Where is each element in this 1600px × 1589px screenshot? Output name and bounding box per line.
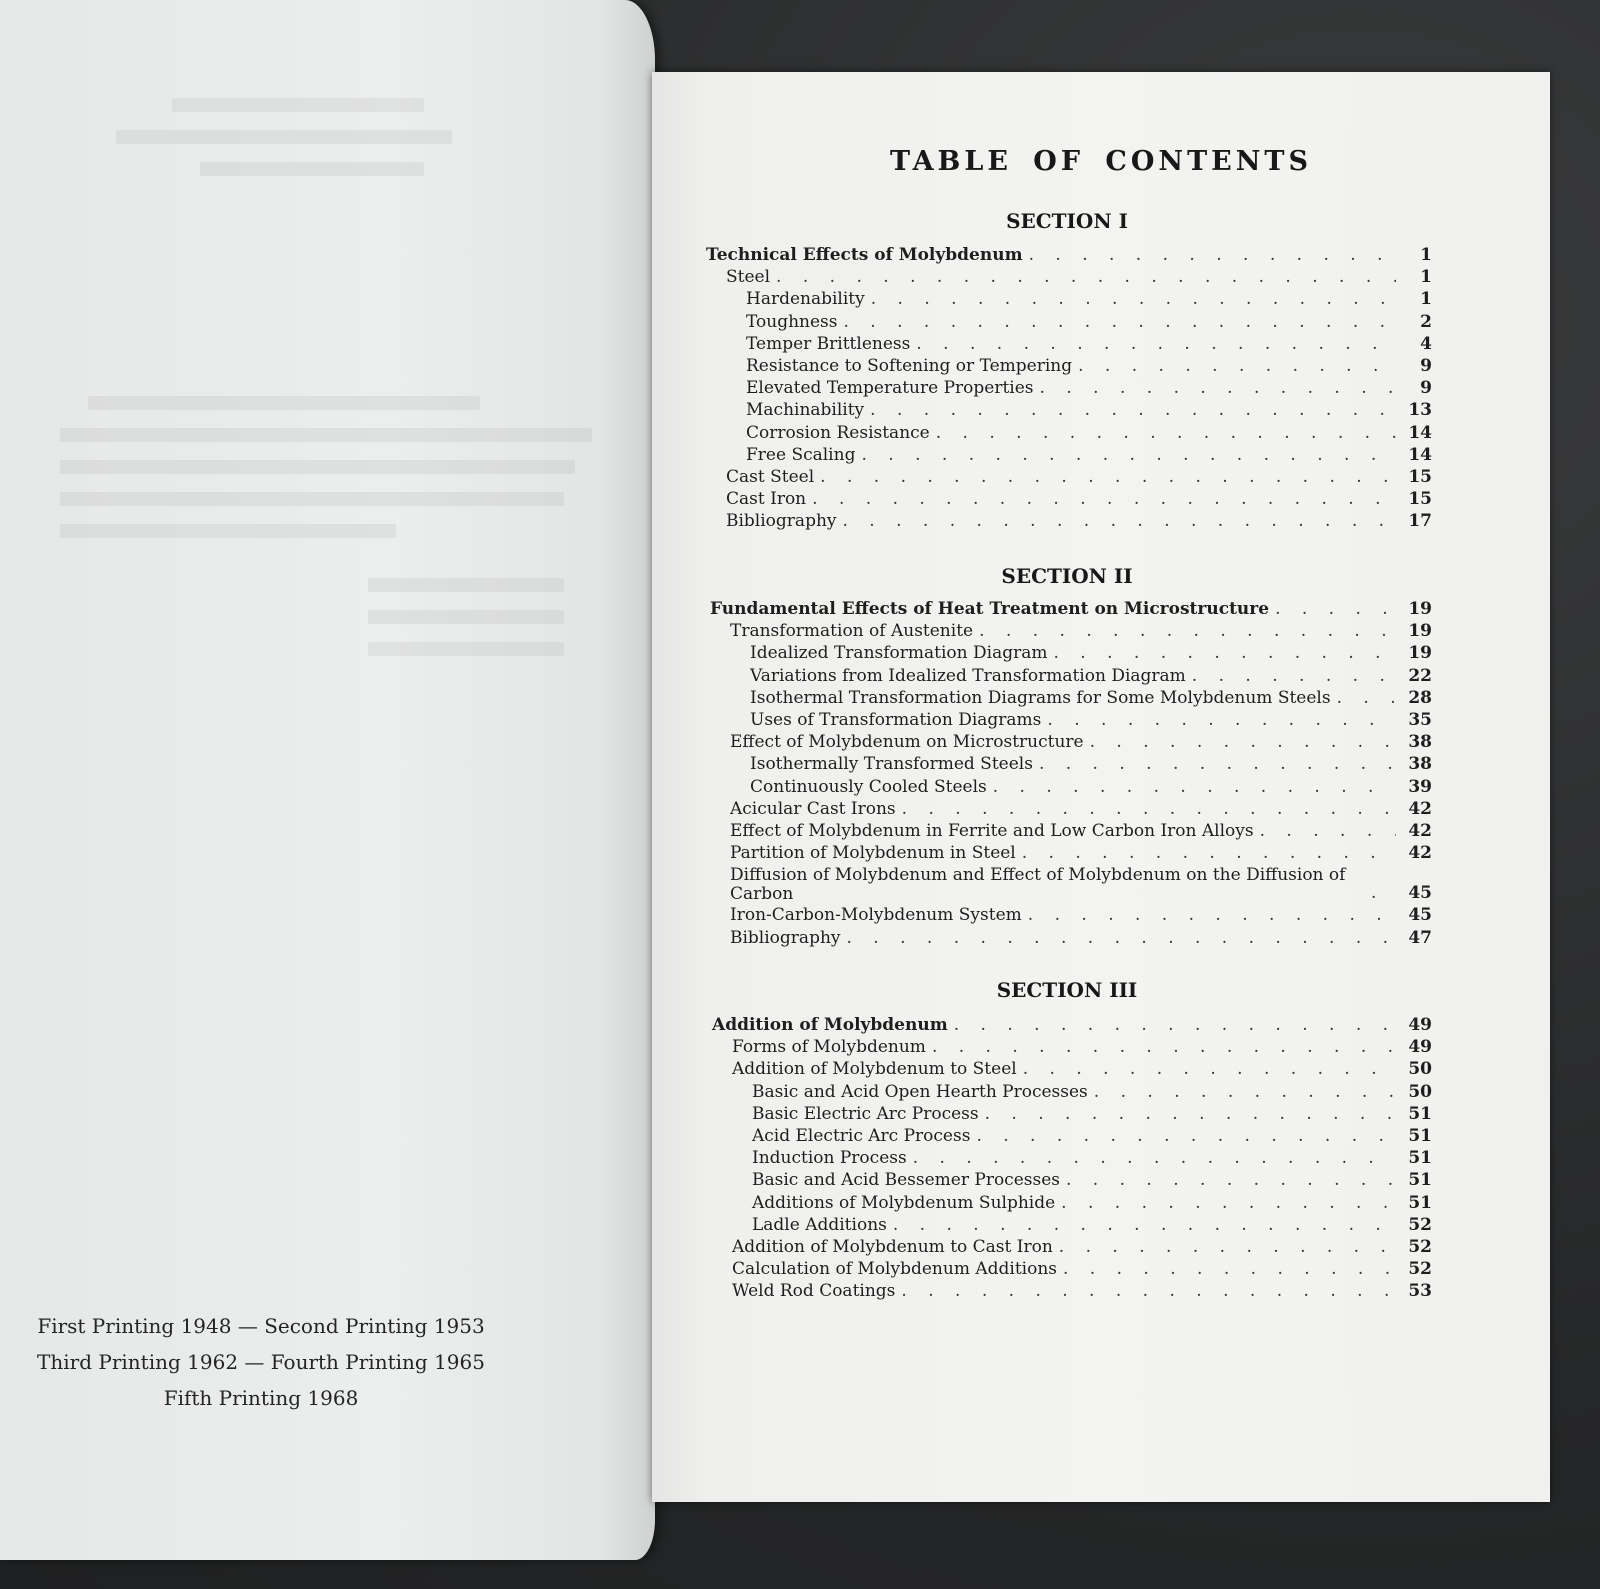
toc-entry (750, 687, 1432, 709)
dot-leader (843, 510, 1397, 532)
toc-entry-label: Addition of Molybdenum to Cast Iron (732, 1237, 1053, 1257)
right-page (652, 72, 1550, 1502)
dot-leader (871, 288, 1396, 310)
dot-leader (812, 488, 1396, 510)
toc-entry-label: Hardenability (746, 289, 865, 310)
toc-entry (752, 1214, 1432, 1236)
toc-entry-label: Uses of Transformation Diagrams (750, 710, 1042, 730)
dot-leader (861, 444, 1396, 466)
toc-entry-label: Toughness (746, 311, 838, 332)
toc-entry-label: Acid Electric Arc Process (752, 1126, 971, 1146)
dot-leader (1040, 377, 1396, 399)
toc-entry-page-number: 49 (1408, 1037, 1432, 1058)
toc-entry-page-number: 42 (1408, 821, 1432, 841)
toc-entry (752, 1192, 1432, 1214)
toc-entry (750, 776, 1432, 798)
toc-entry-label: Partition of Molybdenum in Steel (730, 843, 1016, 864)
toc-entry-label: Acicular Cast Irons (730, 798, 896, 819)
toc-entry-label: Variations from Idealized Transformation Diagram (750, 665, 1186, 686)
section-3-heading: SECTION III (996, 978, 1138, 1002)
section-2-heading: SECTION II (1001, 564, 1133, 588)
toc-entry-label: Resistance to Softening or Tempering (746, 356, 1073, 376)
toc-entry-page-number: 39 (1408, 776, 1432, 797)
toc-entry-label: Idealized Transformation Diagram (750, 643, 1048, 664)
toc-entry (730, 731, 1432, 753)
dot-leader (1022, 842, 1396, 864)
toc-entry-page-number: 38 (1408, 732, 1432, 753)
printing-history (26, 1308, 496, 1416)
toc-entry-label: Iron-Carbon-Molybdenum System (730, 905, 1022, 926)
toc-entry-label: Additions of Molybdenum Sulphide (752, 1192, 1056, 1213)
toc-entry-label: Effect of Molybdenum on Microstructure (730, 732, 1084, 753)
toc-entry-page-number: 42 (1408, 843, 1432, 864)
toc-entry (750, 665, 1432, 687)
toc-entry-page-number: 9 (1420, 378, 1432, 399)
toc-entry-page-number: 51 (1408, 1170, 1432, 1191)
toc-entry-label: Diffusion of Molybdenum and Effect of Molybdenum on the Diffusion of Carbon (730, 865, 1346, 905)
toc-entry-page-number: 22 (1408, 665, 1432, 686)
toc-entry-label: Bibliography (726, 511, 837, 532)
toc-entry-label: Transformation of Austenite (730, 621, 974, 642)
toc-entry (746, 333, 1432, 355)
toc-entry-page-number: 19 (1408, 599, 1432, 619)
toc-entry-page-number: 45 (1408, 883, 1432, 904)
toc-entry-page-number: 1 (1420, 245, 1432, 265)
dot-leader (936, 422, 1396, 444)
dot-leader (901, 1280, 1396, 1302)
toc-entry (752, 1081, 1432, 1103)
toc-entry-page-number: 4 (1420, 333, 1432, 354)
toc-entry (730, 904, 1432, 926)
toc-entry-label: Steel (726, 267, 771, 288)
toc-entry-label: Corrosion Resistance (746, 422, 930, 443)
show-through-text (60, 80, 620, 1040)
toc-entry (730, 842, 1432, 864)
toc-entry (730, 820, 1432, 842)
toc-entry-label: Effect of Molybdenum in Ferrite and Low Carbon Iron Alloys (730, 821, 1254, 841)
toc-entry-page-number: 28 (1408, 687, 1432, 708)
toc-entry-page-number: 35 (1408, 710, 1432, 730)
toc-entry-page-number: 19 (1408, 643, 1432, 664)
toc-entry-label: Calculation of Molybdenum Additions (732, 1259, 1057, 1280)
toc-entry (712, 1014, 1432, 1036)
dot-leader (776, 266, 1396, 288)
toc-entry (726, 266, 1432, 288)
toc-entry-page-number: 52 (1408, 1214, 1432, 1235)
toc-entry-page-number: 51 (1408, 1126, 1432, 1146)
dot-leader (820, 466, 1396, 488)
toc-entry-label: Technical Effects of Molybdenum (706, 245, 1023, 265)
toc-entry (752, 1103, 1432, 1125)
toc-entry (746, 444, 1432, 466)
toc-entry-label: Addition of Molybdenum to Steel (732, 1059, 1017, 1080)
toc-entry (726, 466, 1432, 488)
dot-leader (1337, 687, 1396, 709)
toc-entry-page-number: 9 (1420, 356, 1432, 376)
toc-entry (750, 709, 1432, 731)
toc-entry-page-number: 51 (1408, 1103, 1432, 1124)
toc-entry-label: Temper Brittleness (746, 333, 911, 354)
page-title: TABLE OF CONTENTS (889, 146, 1313, 177)
dot-leader (1053, 642, 1396, 664)
toc-entry-label: Addition of Molybdenum (712, 1015, 948, 1035)
dot-leader (1029, 244, 1396, 266)
toc-entry (732, 1236, 1432, 1258)
dot-leader (1047, 709, 1396, 731)
toc-entry (750, 642, 1432, 664)
toc-entry (752, 1125, 1432, 1147)
dot-leader (985, 1103, 1396, 1125)
toc-entry (730, 864, 1432, 904)
section-1-heading: SECTION I (1006, 209, 1128, 233)
toc-entry-label: Induction Process (752, 1148, 907, 1169)
toc-entry-label: Basic Electric Arc Process (752, 1103, 979, 1124)
toc-entry-label: Machinability (746, 400, 865, 421)
printing-line-1: First Printing 1948 — Second Printing 1953 (37, 1314, 485, 1338)
toc-entry (706, 244, 1432, 266)
toc-entry (746, 355, 1432, 377)
toc-entry-label: Cast Iron (726, 489, 807, 510)
dot-leader (1059, 1236, 1396, 1258)
toc-entry-label: Forms of Molybdenum (732, 1037, 926, 1058)
toc-entry-page-number: 51 (1408, 1192, 1432, 1213)
toc-entry (732, 1058, 1432, 1080)
toc-entry-page-number: 45 (1408, 905, 1432, 926)
toc-entry-page-number: 17 (1408, 511, 1432, 532)
toc-entry (746, 399, 1432, 421)
toc-entry-label: Bibliography (730, 927, 841, 948)
toc-entry (746, 377, 1432, 399)
dot-leader (1094, 1081, 1396, 1103)
toc-entry-label: Weld Rod Coatings (732, 1281, 896, 1302)
dot-leader (993, 776, 1396, 798)
toc-entry (732, 1258, 1432, 1280)
toc-entry (752, 1169, 1432, 1191)
dot-leader (1061, 1192, 1396, 1214)
toc-entry-label: Continuously Cooled Steels (750, 776, 987, 797)
toc-entry-label: Ladle Additions (752, 1214, 887, 1235)
toc-entry-page-number: 2 (1420, 311, 1432, 332)
toc-entry (732, 1280, 1432, 1302)
toc-entry (752, 1147, 1432, 1169)
toc-entry (730, 927, 1432, 949)
toc-entry-label: Isothermal Transformation Diagrams for Some Molybdenum Steels (750, 687, 1331, 708)
toc-entry-page-number: 47 (1408, 927, 1432, 948)
toc-entry (730, 620, 1432, 642)
toc-entry-page-number: 50 (1408, 1059, 1432, 1080)
dot-leader (847, 927, 1397, 949)
toc-entry-page-number: 49 (1408, 1015, 1432, 1035)
toc-entry-page-number: 14 (1408, 422, 1432, 443)
dot-leader (976, 1125, 1396, 1147)
toc-entry-label: Free Scaling (746, 444, 856, 465)
toc-entry-label: Basic and Acid Bessemer Processes (752, 1170, 1060, 1191)
dot-leader (916, 333, 1396, 355)
dot-leader (1028, 904, 1396, 926)
toc-entry-page-number: 1 (1420, 267, 1432, 288)
toc-entry-page-number: 38 (1408, 754, 1432, 775)
toc-entry-label: Elevated Temperature Properties (746, 378, 1034, 399)
toc-entry (726, 510, 1432, 532)
dot-leader (913, 1147, 1396, 1169)
dot-leader (1078, 355, 1396, 377)
left-page (0, 0, 655, 1560)
dot-leader (844, 311, 1397, 333)
dot-leader (979, 620, 1396, 642)
toc-entry-page-number: 13 (1408, 400, 1432, 421)
dot-leader (1066, 1169, 1396, 1191)
dot-leader (1260, 820, 1396, 842)
toc-entry-page-number: 15 (1408, 489, 1432, 510)
toc-entry-label: Fundamental Effects of Heat Treatment on Microstructure (710, 599, 1270, 619)
dot-leader (1275, 598, 1396, 620)
dot-leader (1063, 1258, 1396, 1280)
dot-leader (1192, 665, 1396, 687)
toc-entry-page-number: 50 (1408, 1081, 1432, 1102)
toc-entry (746, 288, 1432, 310)
dot-leader (902, 798, 1396, 820)
toc-entry (730, 798, 1432, 820)
toc-entry-page-number: 15 (1408, 467, 1432, 487)
dot-leader (1371, 882, 1396, 904)
toc-entry (732, 1036, 1432, 1058)
dot-leader (1023, 1058, 1396, 1080)
toc-entry (726, 488, 1432, 510)
dot-leader (1090, 731, 1396, 753)
toc-entry-page-number: 53 (1408, 1281, 1432, 1302)
toc-entry-page-number: 1 (1420, 289, 1432, 310)
toc-entry-page-number: 52 (1408, 1259, 1432, 1280)
toc-entry-page-number: 52 (1408, 1237, 1432, 1257)
toc-entry (746, 311, 1432, 333)
toc-entry-page-number: 42 (1408, 798, 1432, 819)
toc-entry-page-number: 51 (1408, 1148, 1432, 1169)
dot-leader (1039, 753, 1396, 775)
toc-entry-label: Isothermally Transformed Steels (750, 754, 1033, 775)
dot-leader (932, 1036, 1396, 1058)
toc-entry (710, 598, 1432, 620)
printing-line-2: Third Printing 1962 — Fourth Printing 1965 (37, 1350, 485, 1374)
toc-entry-label: Basic and Acid Open Hearth Processes (752, 1081, 1088, 1102)
printing-line-3: Fifth Printing 1968 (163, 1386, 359, 1410)
dot-leader (893, 1214, 1396, 1236)
dot-leader (870, 399, 1396, 421)
toc-entry-page-number: 19 (1408, 621, 1432, 642)
toc-entry (750, 753, 1432, 775)
dot-leader (954, 1014, 1396, 1036)
toc-entry (746, 422, 1432, 444)
toc-entry-label: Cast Steel (726, 467, 815, 487)
toc-entry-page-number: 14 (1408, 444, 1432, 465)
